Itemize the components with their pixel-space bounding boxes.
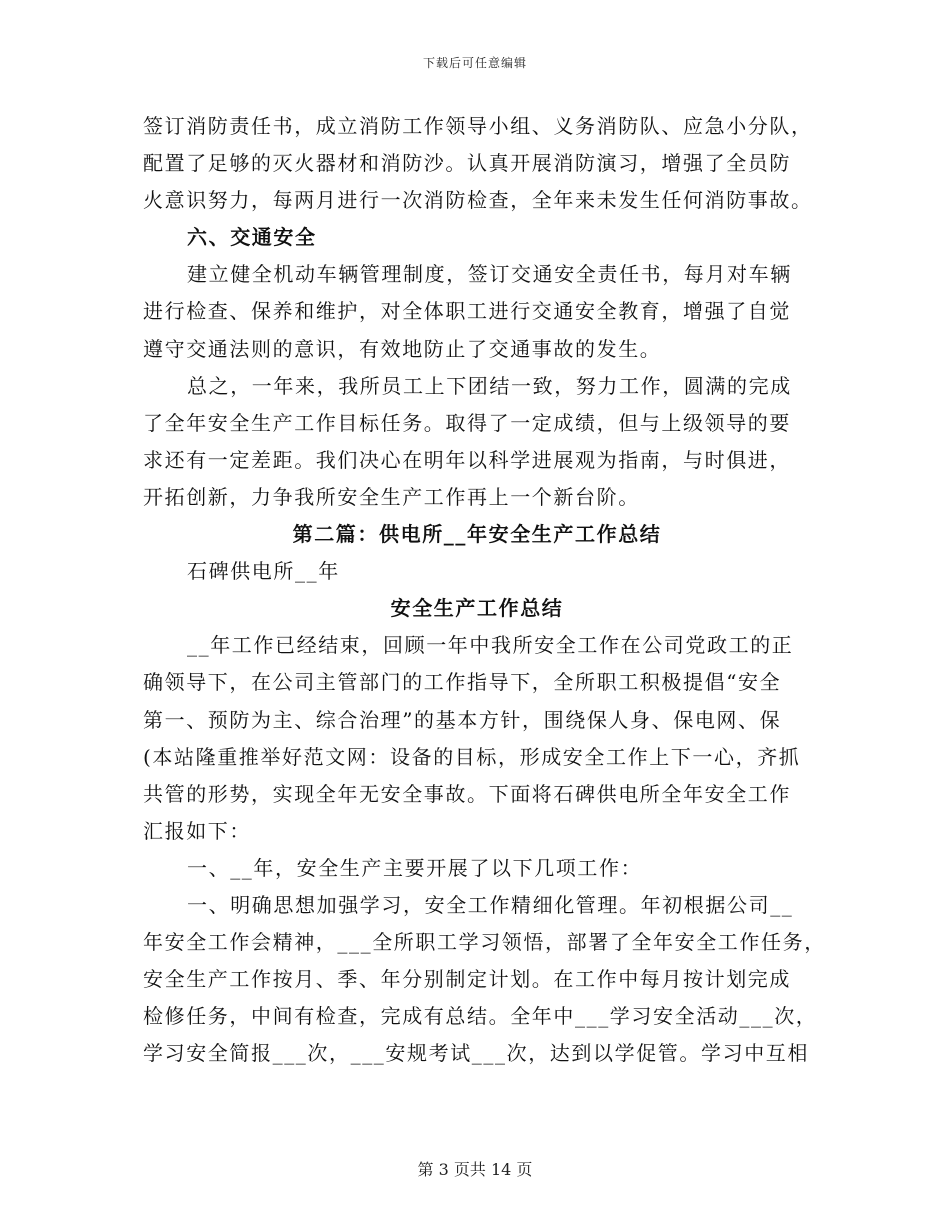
text-line: 石碑供电所__年 bbox=[187, 559, 340, 584]
text-line: 安全生产工作按月、季、年分别制定计划。在工作中每月按计划完成 bbox=[143, 967, 791, 992]
text-line: 签订消防责任书，成立消防工作领导小组、义务消防队、应急小分队， bbox=[143, 114, 813, 138]
document-body bbox=[143, 108, 826, 1072]
text-line: 求还有一定差距。我们决心在明年以科学进展观为指南，与时俱进， bbox=[143, 447, 791, 472]
text-line: 进行检查、保养和维护，对全体职工进行交通安全教育，增强了自觉 bbox=[143, 299, 791, 324]
text-line: 总之，一年来，我所员工上下团结一致，努力工作，圆满的完成 bbox=[187, 373, 792, 398]
text-line: 开拓创新，力争我所安全生产工作再上一个新台阶。 bbox=[143, 484, 640, 509]
section-heading: 六、交通安全 bbox=[187, 225, 317, 250]
text-line: 学习安全简报___次，___安规考试___次，达到以学促管。学习中互相 bbox=[143, 1041, 809, 1066]
text-line: (本站隆重推举好范文网：设备的目标，形成安全工作上下一心，齐抓 bbox=[143, 744, 801, 769]
text-line: 遵守交通法则的意识，有效地防止了交通事故的发生。 bbox=[143, 336, 662, 361]
text-line: 年安全工作会精神，___全所职工学习领悟，部署了全年安全工作任务， bbox=[143, 930, 826, 955]
text-line: 检修任务，中间有检查，完成有总结。全年中___学习安全活动___次， bbox=[143, 1004, 818, 1029]
text-line: 一、明确思想加强学习，安全工作精细化管理。年初根据公司__ bbox=[187, 892, 794, 917]
text-line: 了全年安全生产工作目标任务。取得了一定成绩，但与上级领导的要 bbox=[143, 410, 791, 435]
page-footer: 第 3 页共 14 页 bbox=[417, 1160, 533, 1179]
text-line: 一、__年，安全生产主要开展了以下几项工作： bbox=[187, 855, 643, 880]
text-line: 火意识努力，每两月进行一次消防检查，全年来未发生任何消防事故。 bbox=[143, 188, 813, 213]
page-header: 下载后可任意编辑 bbox=[422, 56, 527, 70]
text-line: __年工作已经结束，回顾一年中我所安全工作在公司党政工的正 bbox=[187, 633, 794, 658]
text-line: 确领导下，在公司主管部门的工作指导下，全所职工积极提倡“安全 bbox=[143, 670, 782, 695]
section-heading: 第二篇：供电所__年安全生产工作总结 bbox=[292, 522, 662, 547]
section-heading: 安全生产工作总结 bbox=[390, 596, 564, 621]
text-line: 建立健全机动车辆管理制度，签订交通安全责任书，每月对车辆 bbox=[187, 262, 792, 287]
text-line: 共管的形势，实现全年无安全事故。下面将石碑供电所全年安全工作 bbox=[143, 781, 791, 806]
text-line: 第一、预防为主、综合治理”的基本方针，围绕保人身、保电网、保 bbox=[143, 707, 782, 732]
text-line: 配置了足够的灭火器材和消防沙。认真开展消防演习，增强了全员防 bbox=[143, 151, 791, 176]
text-line: 汇报如下： bbox=[143, 818, 251, 843]
